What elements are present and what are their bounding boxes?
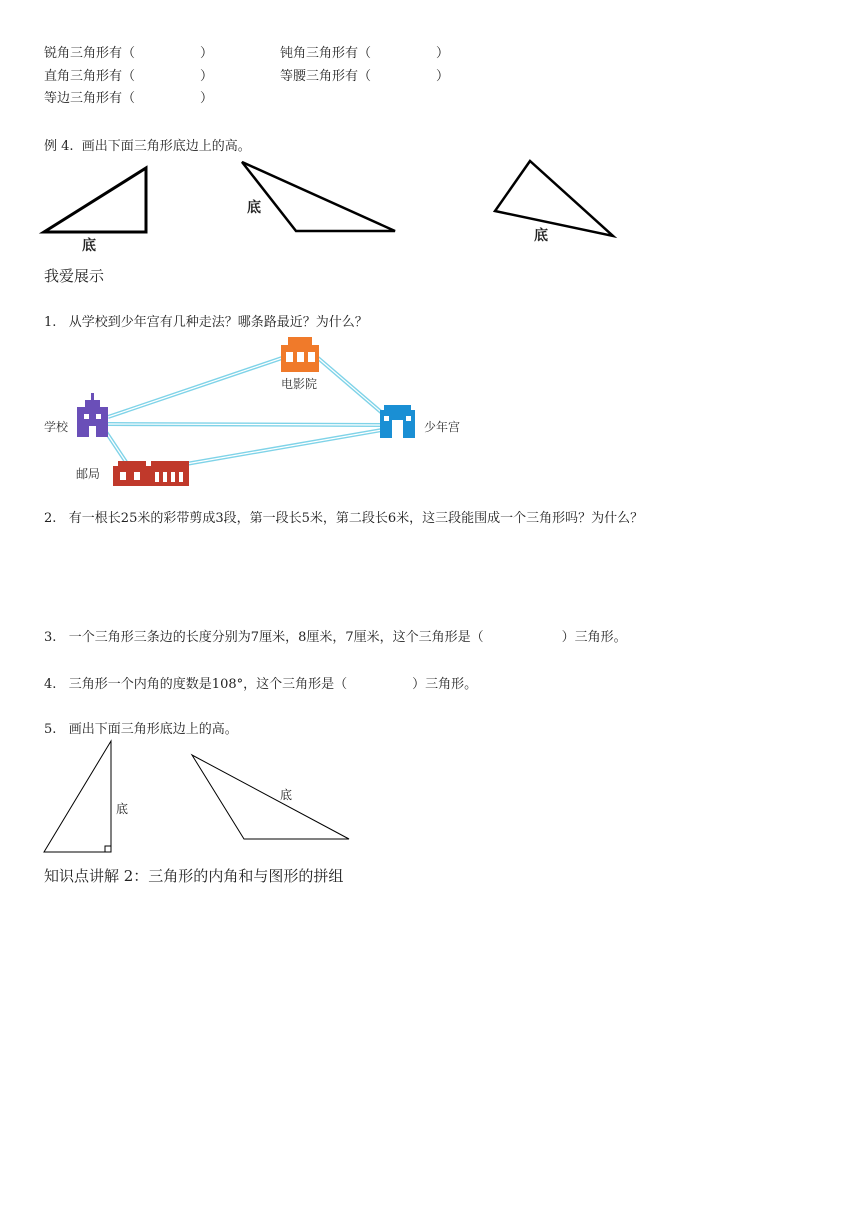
question-4: 4. 三角形一个内角的度数是108°，这个三角形是（ ）三角形。 — [44, 677, 478, 692]
obtuse-triangle-blank: 钝角三角形有（ ） — [280, 46, 450, 61]
cinema-label: 电影院 — [281, 377, 318, 391]
post-office-icon — [113, 461, 189, 486]
cinema-icon — [281, 337, 319, 372]
example-4-question: 例 4. 画出下面三角形底边上的高。 — [44, 139, 251, 154]
road-lines — [106, 358, 388, 468]
question-2: 2. 有一根长25米的彩带剪成3段，第一段长5米，第二段长6米，这三段能围成一个三角形吗？为什么？ — [44, 511, 644, 526]
school-label: 学校 — [44, 420, 69, 434]
example4-triangle-right — [44, 168, 146, 232]
isosceles-triangle-blank: 等腰三角形有（ ） — [280, 69, 450, 84]
question-1: 1. 从学校到少年宫有几种走法？哪条路最近？为什么？ — [44, 315, 368, 330]
q5-triangle-right — [44, 741, 111, 852]
base-label: 底 — [280, 788, 293, 802]
section-title-knowledge: 知识点讲解 2：三角形的内角和与图形的拼组 — [44, 867, 344, 885]
question-5: 5. 画出下面三角形底边上的高。 — [44, 722, 238, 737]
base-label: 底 — [116, 802, 129, 816]
post-office-label: 邮局 — [76, 467, 101, 481]
example4-triangle-tilted — [495, 161, 613, 236]
school-icon — [77, 393, 108, 437]
acute-triangle-blank: 锐角三角形有（ ） — [44, 46, 214, 61]
base-label: 底 — [534, 228, 548, 244]
question-3: 3. 一个三角形三条边的长度分别为7厘米，8厘米，7厘米，这个三角形是（ ）三角形。 — [44, 630, 627, 645]
q5-triangle-obtuse — [192, 755, 349, 839]
youth-palace-label: 少年宫 — [424, 420, 461, 434]
right-angle-mark — [105, 846, 111, 852]
youth-palace-icon — [380, 405, 415, 438]
equilateral-triangle-blank: 等边三角形有（ ） — [44, 91, 214, 106]
example4-triangle-obtuse — [242, 162, 395, 231]
right-triangle-blank: 直角三角形有（ ） — [44, 69, 214, 84]
base-label: 底 — [247, 200, 261, 216]
section-title-show: 我爱展示 — [44, 267, 105, 285]
base-label: 底 — [82, 238, 96, 254]
